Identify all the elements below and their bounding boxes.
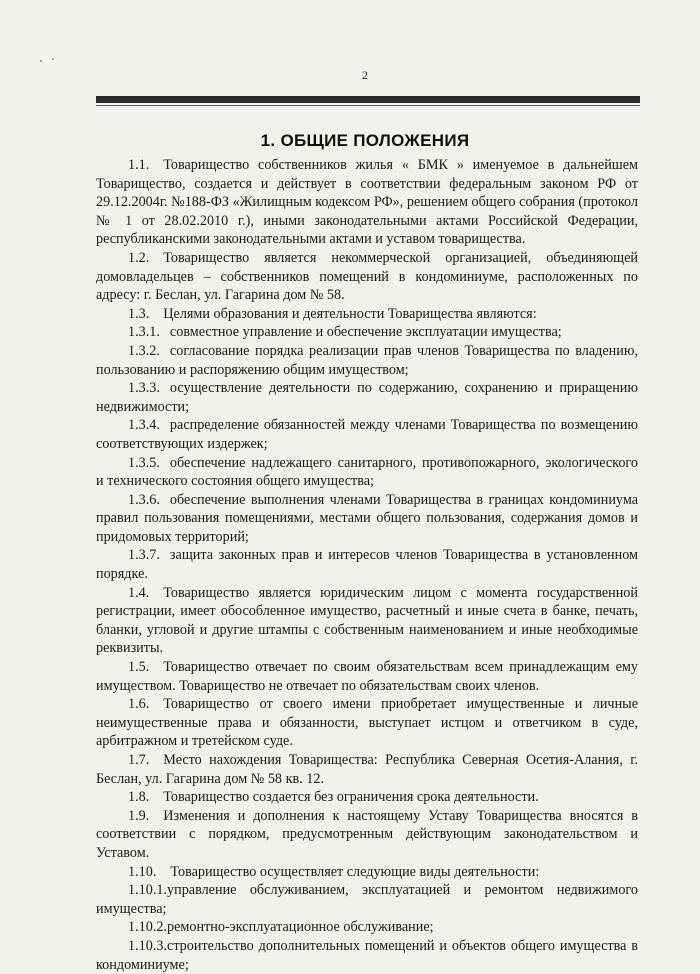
header-rule-thin [96,105,640,106]
paragraph-text: осуществление деятельности по содержанию, сохранению и приращению недвижимости; [96,380,638,415]
paragraph-text: Товарищество собственников жилья « БМК » именуемое в дальнейшем Товарищество, создается и действует в соответствии федеральным законом РФ от 29.12.2004г. №188-ФЗ «Жилищным кодексом РФ», решением общего собрания (протокол № 1 от 28.02.2010 г.), иными законодательными актами Российской Федерации, республиканскими законодательными актами и уставом товарищества. [96,157,638,248]
paragraph-number: 1.4. [128,584,150,601]
paragraph-1-3-2 [96,342,638,379]
paragraph-1-3-5 [96,454,638,491]
paragraph-1-3 [96,305,638,324]
paragraph-1-2 [96,249,638,305]
paragraph-number: 1.10.3. [128,937,168,954]
paragraph-number: 1.2. [128,249,150,266]
paragraph-text: Товарищество является некоммерческой организацией, объединяющей домовладельцев – собственников помещений в кондоминиуме, расположенных по адресу: г. Беслан, ул. Гагарина дом № 58. [96,249,638,304]
paragraph-1-4 [96,584,638,658]
paragraph-number: 1.3.3. [128,380,160,397]
paragraph-number: 1.3.1. [128,324,160,341]
document-body [96,156,638,974]
scan-speck [40,60,42,62]
paragraph-1-7 [96,751,638,788]
paragraph-number: 1.3.2. [128,342,160,359]
paragraph-number: 1.7. [128,752,150,768]
paragraph-1-3-4 [96,416,638,453]
paragraph-number: 1.3.6. [128,491,160,508]
paragraph-1-10-3 [96,937,638,974]
paragraph-number: 1.10.1. [128,882,168,899]
paragraph-text: совместное управление и обеспечение эксплуатации имущества; [169,324,562,341]
paragraph-text: Товарищество является юридическим лицом с момента государственной регистрации, имеет обособленное имущество, расчетный и иные счета в банке, печать, бланки, угловой и другие штампы с собственным наименованием и иные необходимые реквизиты. [96,584,638,657]
paragraph-1-10 [96,863,638,882]
paragraph-text: обеспечение выполнения членами Товарищества в границах кондоминиума правил пользования помещениями, местами общего пользования, содержания домов и придомовых территорий; [96,491,638,545]
paragraph-1-6 [96,695,638,751]
paragraph-number: 1.10.2. [128,919,168,936]
paragraph-text: Целями образования и деятельности Товарищества являются: [163,305,537,322]
paragraph-text: строительство дополнительных помещений и объектов общего имущества в кондоминиуме; [96,937,638,973]
paragraph-1-1 [96,156,638,249]
paragraph-text: Изменения и дополнения к настоящему Уставу Товарищества вносятся в соответствии с порядком, предусмотренным действующим законодательством и Уставом. [96,807,638,861]
paragraph-text: обеспечение надлежащего санитарного, противопожарного, экологического и технического состояния общего имущества; [96,454,638,490]
header-rule [96,96,640,103]
paragraph-text: распределение обязанностей между членами Товарищества по возмещению соответствующих издержек; [96,417,638,452]
paragraph-number: 1.8. [128,789,150,806]
paragraph-1-3-3 [96,379,638,416]
paragraph-1-3-6 [96,491,638,547]
paragraph-number: 1.3.5. [128,454,160,471]
paragraph-text: ремонтно-эксплуатационное обслуживание; [167,919,434,936]
paragraph-number: 1.6. [128,696,150,713]
paragraph-text: защита законных прав и интересов членов Товарищества в установленном порядке. [96,547,638,583]
paragraph-text: согласование порядка реализации прав членов Товарищества по владению, пользованию и распоряжению общим имуществом; [96,342,638,378]
paragraph-text: Товарищество осуществляет следующие виды деятельности: [170,863,540,880]
paragraph-text: управление обслуживанием, эксплуатацией и ремонтом недвижимого имущества; [96,882,638,917]
paragraph-number: 1.3.7. [128,547,160,564]
paragraph-text: Место нахождения Товарищества: Республика Северная Осетия-Алания, г. Беслан, ул. Гагарина дом № 58 кв. 12. [96,752,638,787]
paragraph-number: 1.1. [128,157,150,173]
paragraph-text: Товарищество отвечает по своим обязательствам всем принадлежащим ему имуществом. Товарищество не отвечает по обязательствам своих членов. [96,659,638,694]
paragraph-number: 1.10. [128,863,157,880]
paragraph-1-3-7 [96,546,638,583]
paragraph-text: Товарищество создается без ограничения срока деятельности. [163,789,539,806]
paragraph-1-3-1 [96,323,638,342]
paragraph-number: 1.3. [128,305,150,322]
paragraph-1-5 [96,658,638,695]
page-number: 2 [362,68,368,82]
paragraph-text: Товарищество от своего имени приобретает имущественные и личные неимущественные права и обязанности, выступает истцом и ответчиком в суде, арбитражном и третейском суде. [96,696,638,750]
paragraph-number: 1.5. [128,659,150,676]
scan-speck [52,58,54,60]
paragraph-1-10-1 [96,881,638,918]
paragraph-1-10-2 [96,918,638,937]
paragraph-number: 1.9. [128,807,150,824]
paragraph-1-9 [96,807,638,863]
paragraph-1-8 [96,788,638,807]
paragraph-number: 1.3.4. [128,417,160,434]
section-title: 1. ОБЩИЕ ПОЛОЖЕНИЯ [260,131,470,150]
